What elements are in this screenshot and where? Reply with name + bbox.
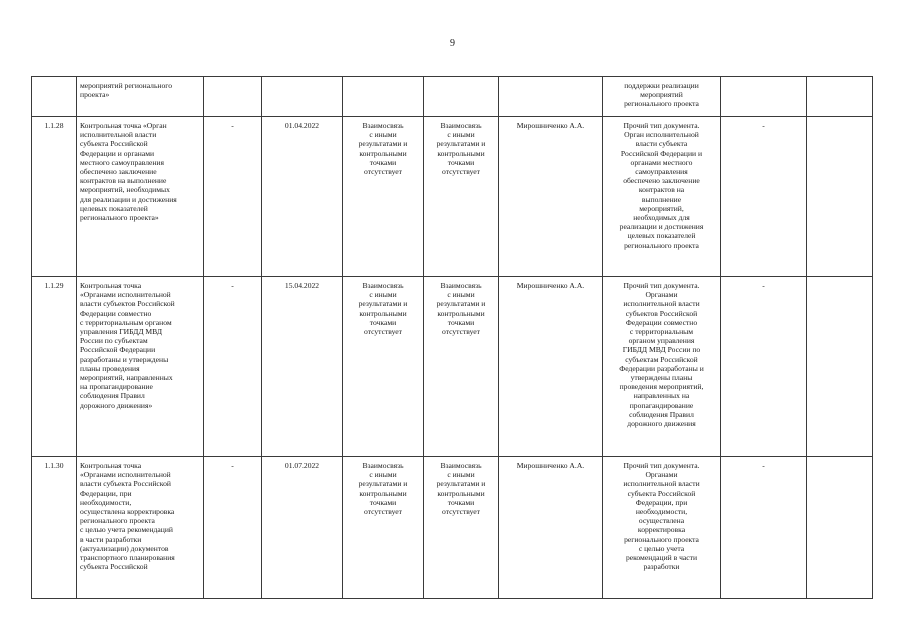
row-number-cell: 1.1.29: [32, 277, 77, 457]
extra-cell: [807, 77, 873, 117]
row-number-cell: [32, 77, 77, 117]
end-date-cell: 01.07.2022: [262, 457, 343, 599]
row-number-cell: 1.1.28: [32, 117, 77, 277]
row-number-cell: 1.1.30: [32, 457, 77, 599]
start-date-cell: -: [204, 277, 262, 457]
level-cell: [721, 77, 807, 117]
successor-link-cell: Взаимосвязь с иными результатами и контрольными точками отсутствует: [424, 277, 499, 457]
table-row: [32, 117, 873, 277]
checkpoint-name-cell: мероприятий регионального проекта»: [77, 77, 204, 117]
level-cell: -: [721, 277, 807, 457]
checkpoint-name-cell: Контрольная точка «Орган исполнительной власти субъекта Российской Федерации и органами местного самоуправления обеспечено заключение контрактов на выполнение мероприятий, необходимых для реализации и достижения целевых показателей регионального проекта»: [77, 117, 204, 277]
level-cell: -: [721, 117, 807, 277]
extra-cell: [807, 277, 873, 457]
start-date-cell: -: [204, 457, 262, 599]
extra-cell: [807, 457, 873, 599]
level-cell: -: [721, 457, 807, 599]
checkpoint-name-cell: Контрольная точка «Органами исполнительной власти субъекта Российской Федерации, при необходимости, осуществлена корректировка регионального проекта с целью учета рекомендаций в части разработки (актуализации) документов транспортного планирования субъекта Российской: [77, 457, 204, 599]
document-cell: Прочий тип документа. Органами исполнительной власти субъекта Российской Федерации, при необходимости, осуществлена корректировка регионального проекта с целью учета рекомендаций в части разработки: [603, 457, 721, 599]
checkpoint-name-cell: Контрольная точка «Органами исполнительной власти субъектов Российской Федерации совместно с территориальным органом управления ГИБДД МВД России по субъектам Российской Федерации разработаны и утверждены планы проведения мероприятий, направленных на пропагандирование соблюдения Правил дорожного движения»: [77, 277, 204, 457]
page-number: 9: [450, 38, 455, 49]
predecessor-link-cell: [343, 77, 424, 117]
extra-cell: [807, 117, 873, 277]
end-date-cell: 01.04.2022: [262, 117, 343, 277]
table-row: [32, 77, 873, 117]
successor-link-cell: Взаимосвязь с иными результатами и контрольными точками отсутствует: [424, 457, 499, 599]
successor-link-cell: Взаимосвязь с иными результатами и контрольными точками отсутствует: [424, 117, 499, 277]
predecessor-link-cell: Взаимосвязь с иными результатами и контрольными точками отсутствует: [343, 457, 424, 599]
table-row: [32, 277, 873, 457]
responsible-cell: Мирошниченко А.А.: [499, 277, 603, 457]
start-date-cell: -: [204, 117, 262, 277]
end-date-cell: [262, 77, 343, 117]
table-row: [32, 457, 873, 599]
document-cell: Прочий тип документа. Орган исполнительной власти субъекта Российской Федерации и органами местного самоуправления обеспечено заключение контрактов на выполнение мероприятий, необходимых для реализации и достижения целевых показателей регионального проекта: [603, 117, 721, 277]
predecessor-link-cell: Взаимосвязь с иными результатами и контрольными точками отсутствует: [343, 117, 424, 277]
responsible-cell: [499, 77, 603, 117]
responsible-cell: Мирошниченко А.А.: [499, 457, 603, 599]
end-date-cell: 15.04.2022: [262, 277, 343, 457]
table-body: [32, 77, 873, 599]
plan-table: [31, 76, 873, 599]
successor-link-cell: [424, 77, 499, 117]
document-cell: поддержки реализации мероприятий регионального проекта: [603, 77, 721, 117]
predecessor-link-cell: Взаимосвязь с иными результатами и контрольными точками отсутствует: [343, 277, 424, 457]
start-date-cell: [204, 77, 262, 117]
responsible-cell: Мирошниченко А.А.: [499, 117, 603, 277]
document-cell: Прочий тип документа. Органами исполнительной власти субъектов Российской Федерации совместно с территориальным органом управления ГИБДД МВД России по субъектам Российской Федерации разработаны и утверждены планы проведения мероприятий, направленных на пропагандирование соблюдения Правил дорожного движения: [603, 277, 721, 457]
